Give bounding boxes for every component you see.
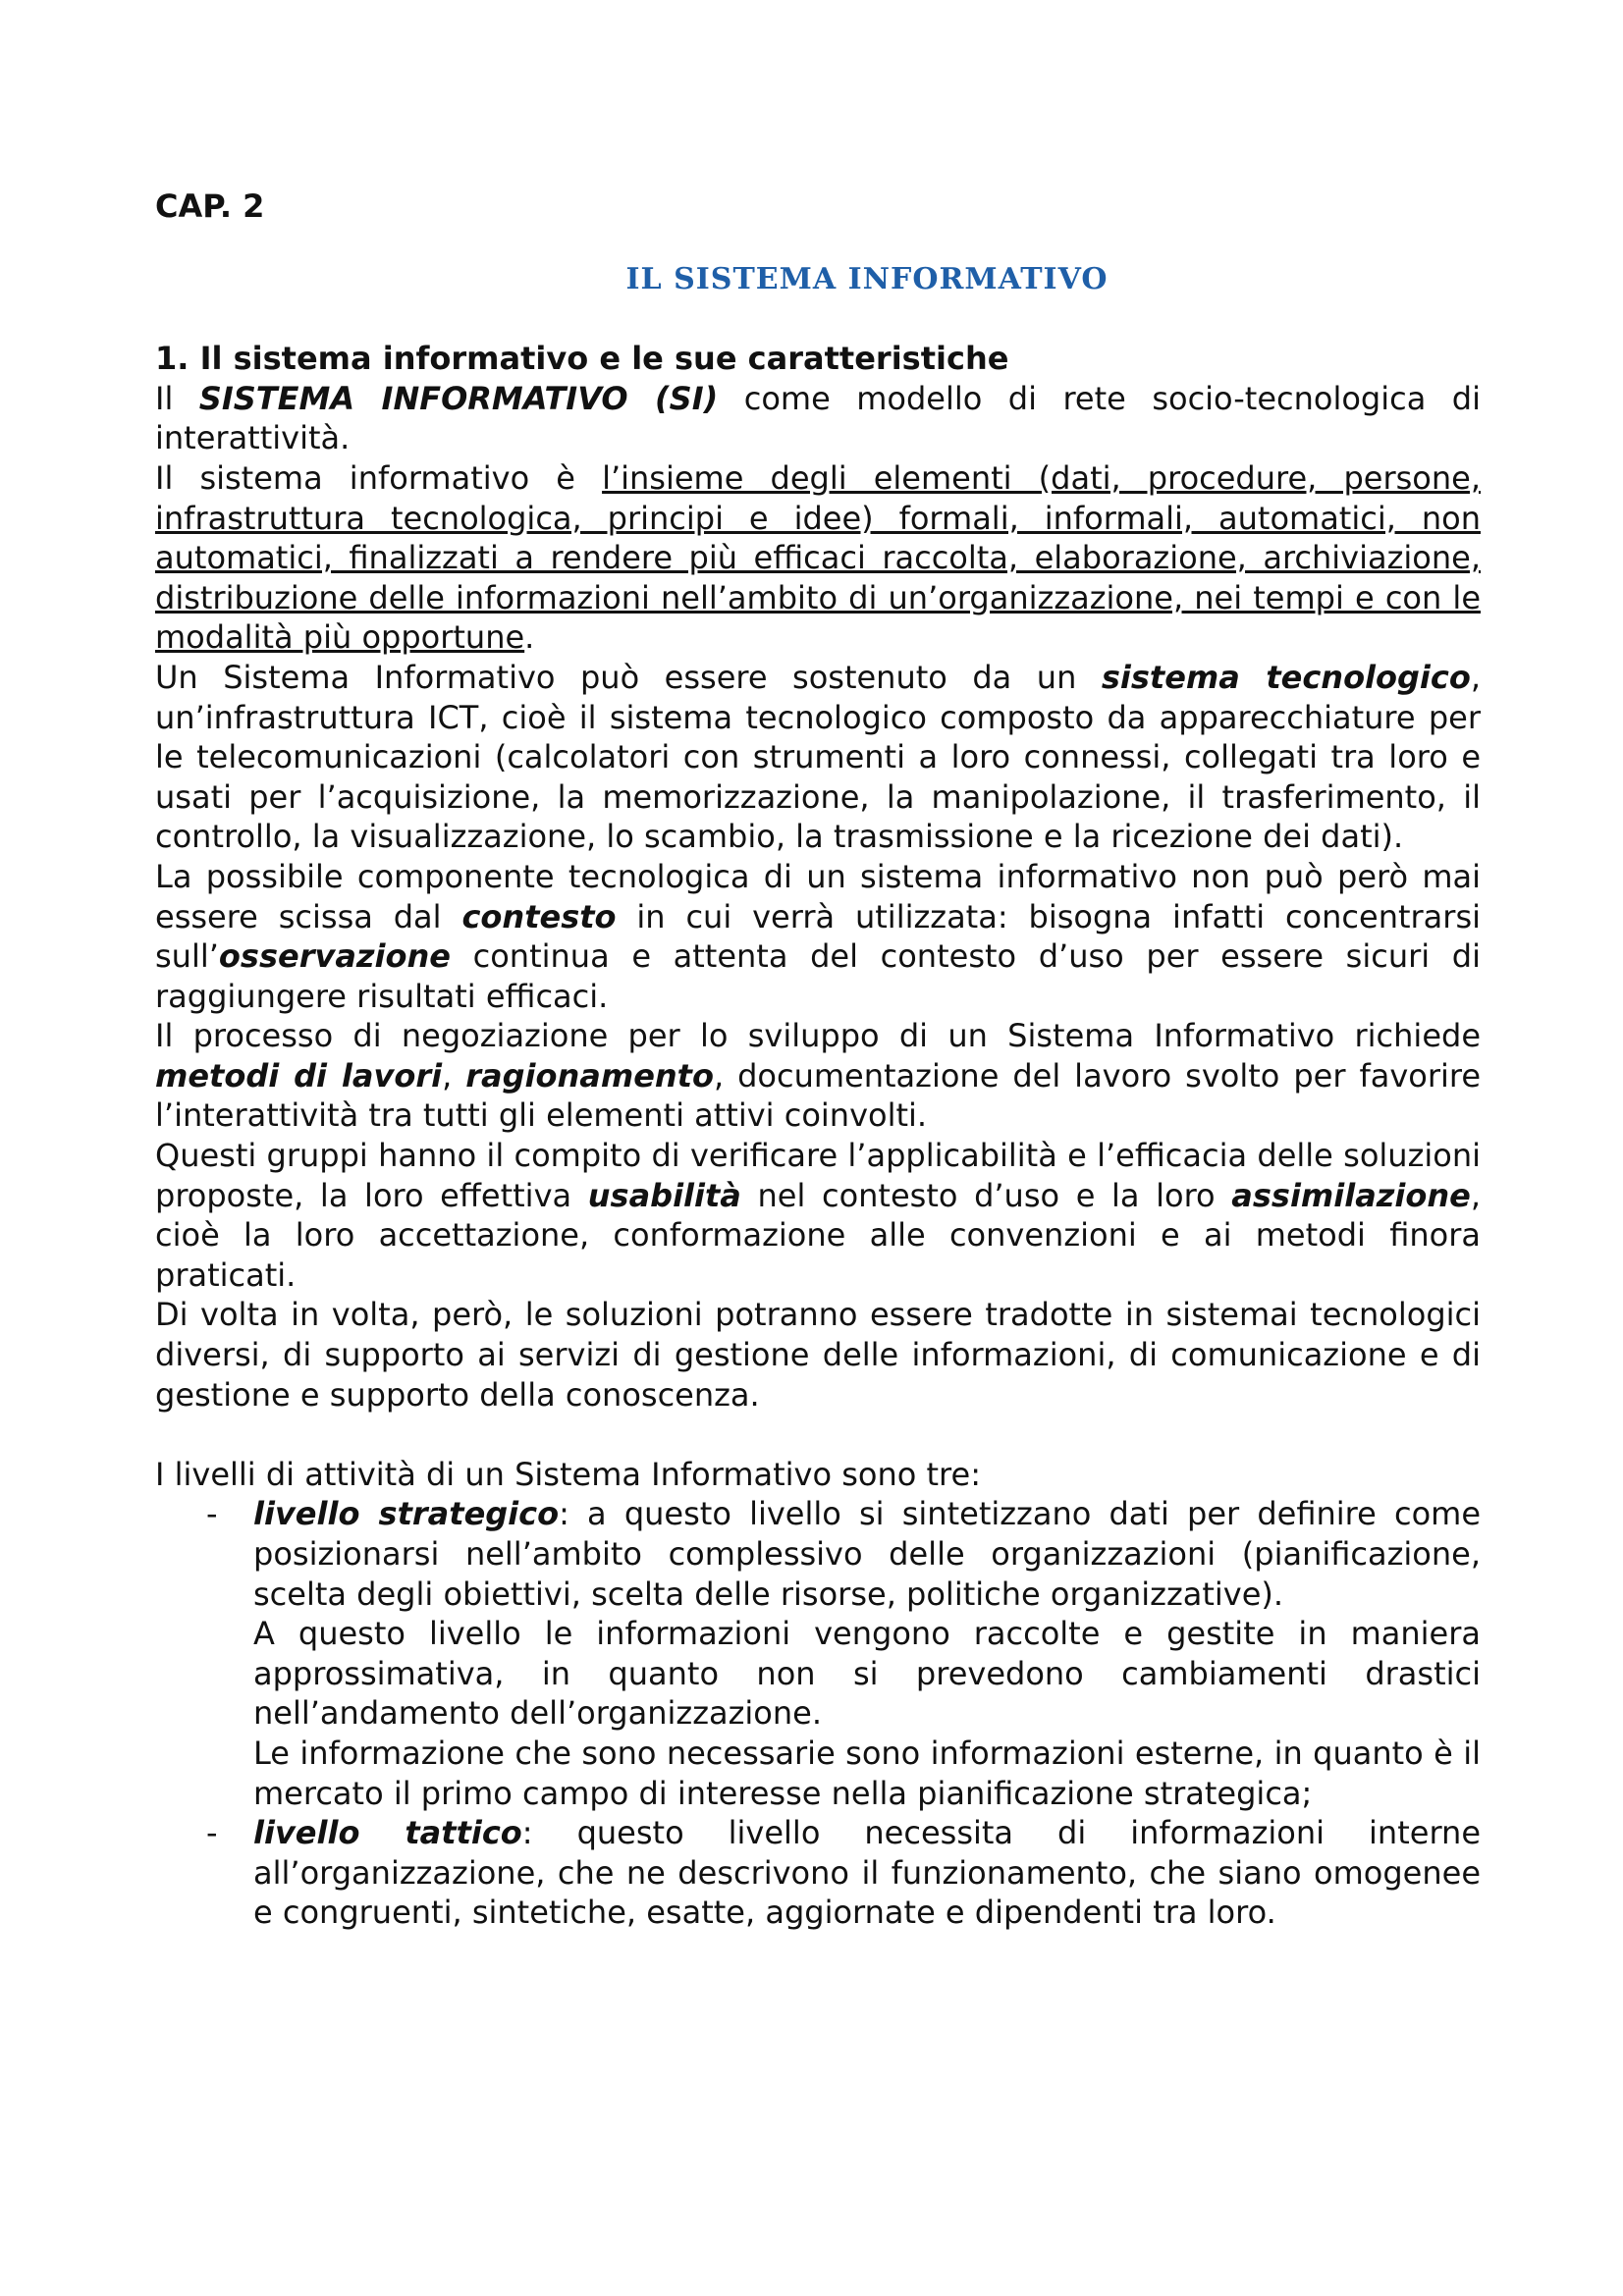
text-run: come modello di rete socio-tecnologica di interattività.: [155, 379, 1481, 457]
paragraph-negoziazione: [155, 1016, 1481, 1136]
list-item-tattico: [155, 1813, 1481, 1933]
paragraph-soluzioni: Di volta in volta, però, le soluzioni potranno essere tradotte in sistemai tecnologici diversi, di supporto ai servizi di gestione delle informazioni, di comunicazione e di gestione e supporto della conoscenza.: [155, 1296, 1481, 1414]
emphasis-usabilita: usabilità: [587, 1176, 741, 1214]
text-run: La possibile componente tecnologica di un sistema informativo non può però mai essere scissa dal: [155, 857, 1481, 935]
emphasis-assimilazione: assimilazione: [1231, 1176, 1471, 1214]
emphasis-sistema-tecnologico: sistema tecnologico: [1101, 658, 1471, 696]
text-run: ,: [442, 1056, 466, 1095]
list-dash: -: [206, 1814, 218, 1852]
text-run: .: [524, 618, 535, 657]
text-run: : questo livello necessita di informazioni interne all’organizzazione, che ne descrivono il funzionamento, che siano omogenee e congruenti, sintetiche, esatte, aggiornate e dipendenti tra loro.: [253, 1814, 1482, 1932]
text-run: Il sistema informativo è: [155, 458, 603, 497]
paragraph-sistema-tecnologico: [155, 658, 1481, 857]
emphasis-ragionamento: ragionamento: [465, 1056, 714, 1095]
list-dash: -: [206, 1495, 218, 1533]
paragraph-levels-intro: I livelli di attività di un Sistema Informativo sono tre:: [155, 1455, 981, 1493]
chapter-title: IL SISTEMA INFORMATIVO: [625, 261, 1109, 296]
emphasis-livello-strategico: livello strategico: [253, 1495, 560, 1533]
text-run: in cui verrà utilizzata: bisogna infatti concentrarsi sull’: [155, 897, 1482, 976]
text-run: Questi gruppi hanno il compito di verificare l’applicabilità e l’efficacia delle soluzioni proposte, la loro effettiva: [155, 1137, 1481, 1214]
text-run: : a questo livello si sintetizzano dati per definire come posizionarsi nell’ambito complessivo delle organizzazioni (pianificazione, scelta degli obiettivi, scelta delle risorse, politiche organizzative).: [253, 1495, 1482, 1613]
paragraph-definition-intro: [155, 379, 1481, 458]
blank-line: [155, 1415, 1481, 1455]
underlined-definition: l’insieme degli elementi (dati, procedure, persone, infrastruttura tecnologica, principi e idee) formali, informali, automatici, non automatici, finalizzati a rendere più efficaci raccolta, elaborazione, archiviazione, distribuzione delle informazioni nell’ambito di un’organizzazione, nei tempi e con le modalità più opportune: [155, 458, 1482, 657]
text-run: Un Sistema Informativo può essere sostenuto da un: [155, 658, 1102, 696]
text-run: nel contesto d’uso e la loro: [740, 1176, 1232, 1214]
text-run: , un’infrastruttura ICT, cioè il sistema tecnologico composto da apparecchiature per le telecomunicazioni (calcolatori con strumenti a loro connessi, collegati tra loro e usati per l’acquisizione, la memorizzazione, la manipolazione, il trasferimento, il controllo, la visualizzazione, lo scambio, la trasmissione e la ricezione dei dati).: [155, 658, 1481, 856]
list-item-text: [253, 1494, 1481, 1614]
text-run: continua e attenta del contesto d’uso per essere sicuri di raggiungere risultati efficaci.: [155, 937, 1481, 1015]
paragraph-gruppi: [155, 1136, 1481, 1295]
paragraph-contesto: [155, 857, 1481, 1016]
emphasis-livello-tattico: livello tattico: [253, 1814, 522, 1852]
paragraph-definition: [155, 458, 1481, 658]
list-item-strategico: [155, 1494, 1481, 1813]
emphasis-metodi-di-lavori: metodi di lavori: [155, 1056, 443, 1095]
text-run: Il: [155, 379, 199, 417]
levels-list: [155, 1494, 1481, 1933]
list-item-text: [253, 1813, 1481, 1933]
text-run: , documentazione del lavoro svolto per favorire l’interattività tra tutti gli elementi attivi coinvolti.: [155, 1056, 1482, 1135]
text-run: Il processo di negoziazione per lo sviluppo di un Sistema Informativo richiede: [155, 1017, 1481, 1055]
emphasis-osservazione: osservazione: [218, 937, 451, 976]
text-run: , cioè la loro accettazione, conformazione alle convenzioni e ai metodi finora praticati.: [155, 1176, 1482, 1294]
section-heading: 1. Il sistema informativo e le sue caratteristiche: [155, 340, 1009, 378]
emphasis-contesto: contesto: [461, 897, 617, 935]
emphasis-sistema-informativo: SISTEMA INFORMATIVO (SI): [198, 379, 719, 417]
chapter-label: CAP. 2: [155, 187, 265, 225]
list-item-text: A questo livello le informazioni vengono raccolte e gestite in maniera approssimativa, in quanto non si prevedono cambiamenti drastici nell’andamento dell’organizzazione.: [253, 1615, 1481, 1733]
document-page: [155, 187, 1481, 1933]
list-item-text: Le informazione che sono necessarie sono informazioni esterne, in quanto è il mercato il primo campo di interesse nella pianificazione strategica;: [253, 1734, 1481, 1812]
